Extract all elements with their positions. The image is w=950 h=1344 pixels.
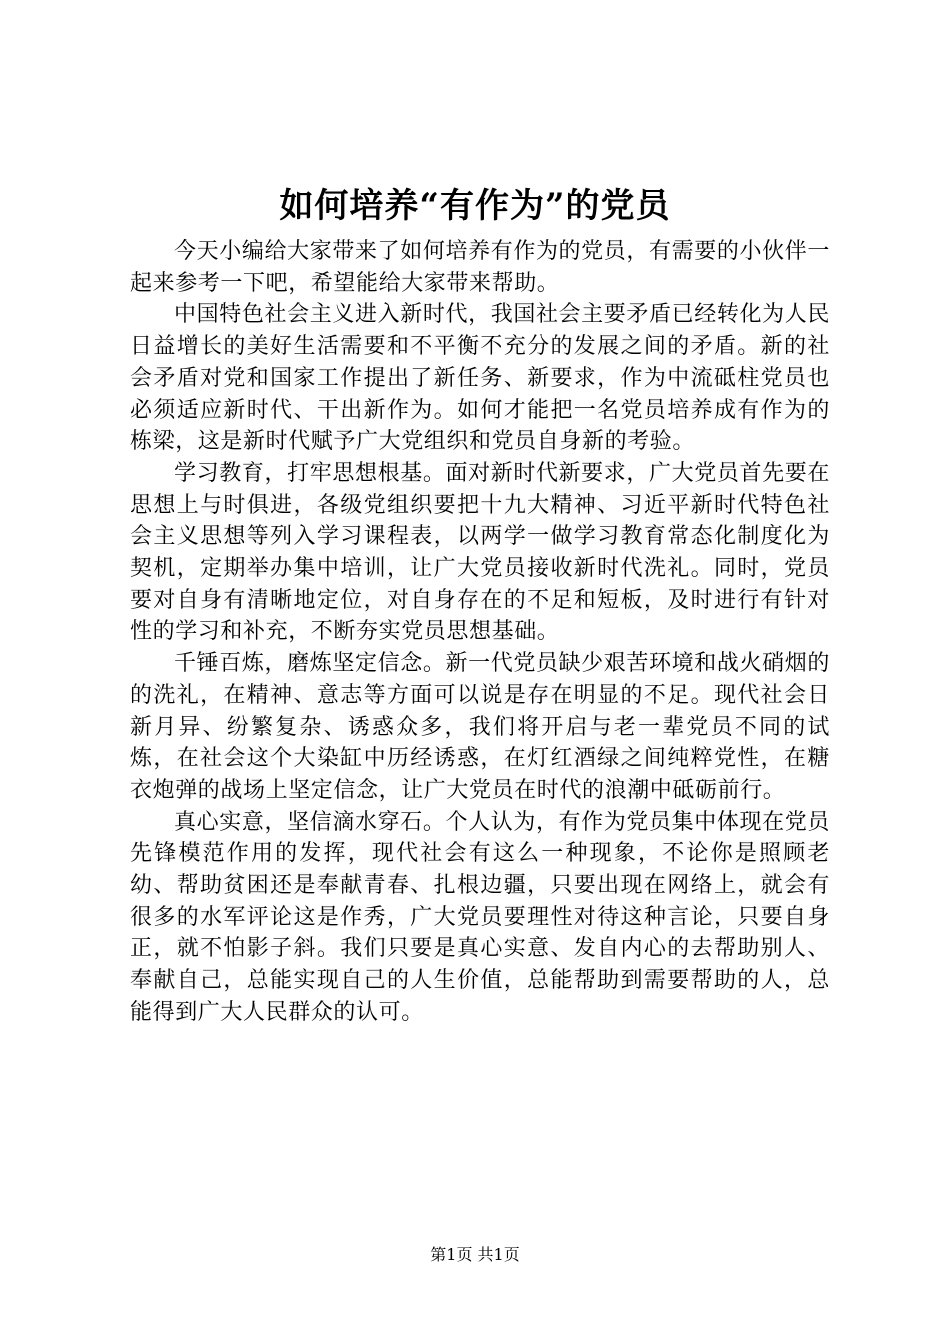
page-footer: 第1页 共1页 <box>430 1245 520 1264</box>
document-title: 如何培养“有作为”的党员 <box>279 186 671 226</box>
paragraph-new-era: 中国特色社会主义进入新时代，我国社会主要矛盾已经转化为人民日益增长的美好生活需要和不平衡不充分的发展之间的矛盾。新的社会矛盾对党和国家工作提出了新任务、新要求，作为中流砥柱党员也必须适应新时代、干出新作为。如何才能把一名党员培养成有作为的栋梁，这是新时代赋予广大党组织和党员自身新的考验。 <box>130 302 830 455</box>
paragraph-study-education: 学习教育，打牢思想根基。面对新时代新要求，广大党员首先要在思想上与时俱进，各级党组织要把十九大精神、习近平新时代特色社会主义思想等列入学习课程表，以两学一做学习教育常态化制度化为契机，定期举办集中培训，让广大党员接收新时代洗礼。同时，党员要对自身有清晰地定位，对自身存在的不足和短板，及时进行有针对性的学习和补充，不断夯实党员思想基础。 <box>130 460 830 645</box>
paragraph-sincerity: 真心实意，坚信滴水穿石。个人认为，有作为党员集中体现在党员先锋模范作用的发挥，现代社会有这么一种现象，不论你是照顾老幼、帮助贫困还是奉献青春、扎根边疆，只要出现在网络上，就会有很多的水军评论这是作秀，广大党员要理性对待这种言论，只要自身正，就不怕影子斜。我们只要是真心实意、发自内心的去帮助别人、奉献自己，总能实现自己的人生价值，总能帮助到需要帮助的人，总能得到广大人民群众的认可。 <box>130 809 830 1025</box>
paragraph-tempering: 千锤百炼，磨炼坚定信念。新一代党员缺少艰苦环境和战火硝烟的的洗礼，在精神、意志等方面可以说是存在明显的不足。现代社会日新月异、纷繁复杂、诱惑众多，我们将开启与老一辈党员不同的试炼，在社会这个大染缸中历经诱惑，在灯红酒绿之间纯粹党性，在糖衣炮弹的战场上坚定信念，让广大党员在时代的浪潮中砥砺前行。 <box>130 651 830 803</box>
document-body <box>130 236 830 1029</box>
paragraph-intro: 今天小编给大家带来了如何培养有作为的党员，有需要的小伙伴一起来参考一下吧，希望能给大家带来帮助。 <box>130 239 830 296</box>
